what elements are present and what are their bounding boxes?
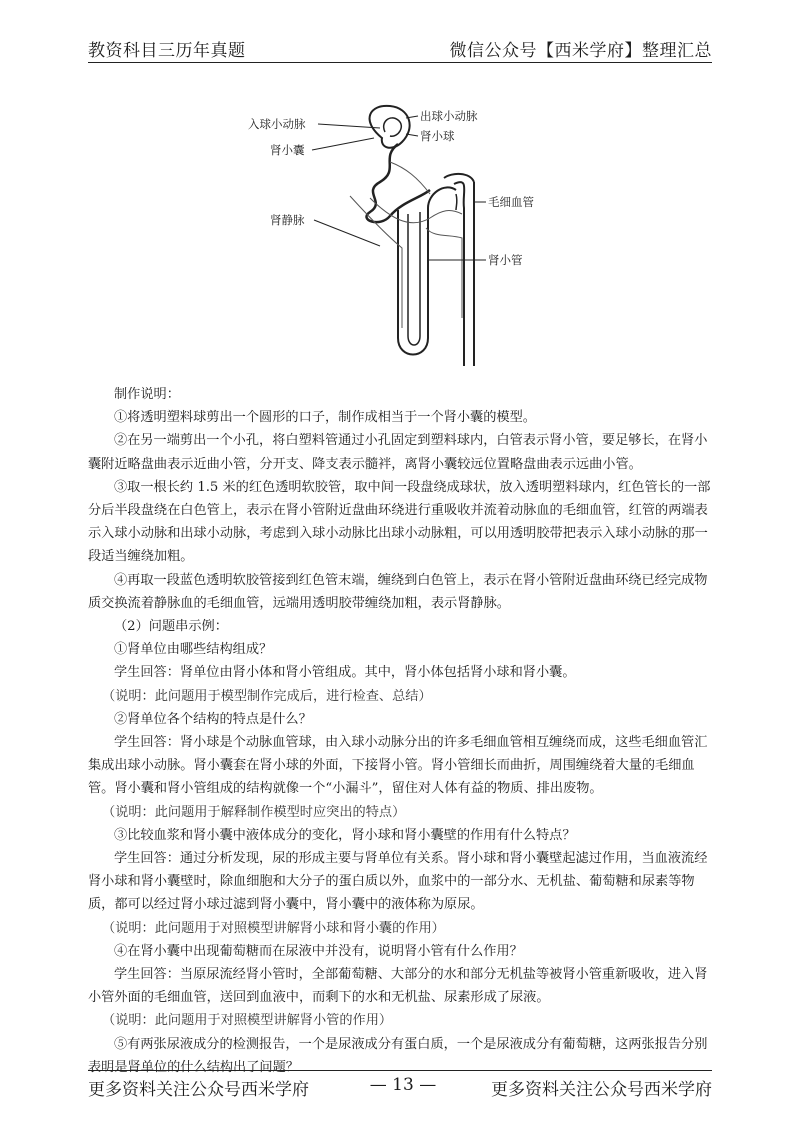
nephron-svg	[230, 98, 590, 370]
footer-left: 更多资料关注公众号西米学府	[88, 1080, 309, 1100]
label-tubule: 肾小管	[488, 253, 523, 267]
section-heading: （2）问题串示例：	[114, 619, 228, 635]
distal-tubule	[456, 194, 457, 210]
answer: 学生回答：肾单位由肾小体和肾小管组成。其中，肾小体包括肾小球和肾小囊。	[114, 665, 576, 681]
answer: 学生回答：肾小球是个动脉血管球，由入球小动脉分出的许多毛细血管相互缠绕而成，这些毛细血管汇集成出球小动脉。肾小囊套在肾小球的外面，下接肾小管。肾小管细长而曲折，周围缠绕着大量的毛细血管。肾小囊和肾小管组成的结构就像一个“小漏斗”，留住对人体有益的物质、排出废物。	[88, 735, 708, 797]
header-left: 教资科目三历年真题	[88, 41, 246, 61]
label-renal-vein: 肾静脉	[270, 213, 305, 227]
page-footer	[88, 1070, 712, 1105]
page-header	[88, 34, 712, 63]
capillary-line-3	[426, 228, 462, 318]
capillary-line-1	[370, 198, 462, 223]
capillary-line-4	[390, 162, 430, 194]
note: （说明：此问题用于对照模型讲解肾小管的作用）	[102, 1013, 393, 1029]
question: ④在肾小囊中出现葡萄糖而在尿液中并没有，说明肾小管有什么作用？	[114, 943, 523, 959]
main-content	[88, 383, 716, 1079]
capsule-outline	[370, 106, 410, 148]
glomerulus-shape	[384, 118, 402, 136]
note: （说明：此问题用于解释制作模型时应突出的特点）	[102, 804, 406, 820]
note: （说明：此问题用于对照模型讲解肾小球和肾小囊的作用）	[102, 920, 445, 936]
label-efferent-arteriole: 出球小动脉	[420, 109, 478, 123]
footer-right: 更多资料关注公众号西米学府	[491, 1080, 712, 1100]
capillary-line-2	[350, 196, 402, 328]
loop-of-henle-outer	[398, 187, 456, 354]
answer: 学生回答：当原尿流经肾小管时，全部葡萄糖、大部分的水和部分无机盐等被肾小管重新吸收，进入肾小管外面的毛细血管，送回到血液中，而剩下的水和无机盐、尿素形成了尿液。	[88, 967, 708, 1006]
question: ①肾单位由哪些结构组成？	[114, 642, 273, 658]
section-heading: 制作说明：	[114, 387, 180, 402]
paragraph: ①将透明塑料球剪出一个圆形的口子，制作成相当于一个肾小囊的模型。	[114, 410, 536, 426]
paragraph: ③取一根长约 1.5 米的红色透明软胶管，取中间一段盘绕成球状，放入透明塑料球内，红色管长的一部分后半段盘绕在白色管上，表示在肾小管附近盘曲环绕进行重吸收并流着动脉血的毛细血管，红管的两端表示入球小动脉和出球小动脉，考虑到入球小动脉比出球小动脉粗，可以用透明胶带把表示入球小动脉的那一段适当缠绕加粗。	[88, 479, 711, 565]
question: ②肾单位各个结构的特点是什么？	[114, 711, 312, 727]
label-capillary: 毛细血管	[488, 195, 534, 209]
leader-vein	[314, 220, 380, 246]
answer: 学生回答：通过分析发现，尿的形成主要与肾单位有关系。肾小球和肾小囊壁起滤过作用，当血液流经肾小球和肾小囊壁时，除血细胞和大分子的蛋白质以外，血浆中的一部分水、无机盐、葡萄糖和尿素等物质，都可以经过肾小球过滤到肾小囊中，肾小囊中的液体称为原尿。	[88, 851, 708, 913]
nephron-diagram	[230, 98, 590, 370]
paragraph: ④再取一段蓝色透明软胶管接到红色管末端，缠绕到白色管上，表示在肾小管附近盘曲环绕已经完成物质交换流着静脉血的毛细血管，远端用透明胶带缠绕加粗，表示肾静脉。	[88, 572, 708, 611]
header-right: 微信公众号【西米学府】整理汇总	[449, 41, 712, 61]
leader-capsule	[312, 138, 374, 150]
question: ③比较血浆和肾小囊中液体成分的变化，肾小球和肾小囊壁的作用有什么特点？	[114, 827, 576, 843]
question: ⑤有两张尿液成分的检测报告，一个是尿液成分有蛋白质，一个是尿液成分有葡萄糖，这两张报告分别表明是肾单位的什么结构出了问题？	[88, 1036, 708, 1075]
duct-top	[444, 174, 474, 182]
loop-of-henle-inner	[408, 212, 420, 345]
label-glomerulus: 肾小球	[420, 129, 455, 143]
label-capsule: 肾小囊	[270, 143, 305, 157]
page-number: — 13 —	[369, 1075, 437, 1095]
paragraph: ②在另一端剪出一个小孔，将白塑料管通过小孔固定到塑料球内，白管表示肾小管，要足够长，在肾小囊附近略盘曲表示近曲小管，分开支、降支表示髓袢，离肾小囊较远位置略盘曲表示远曲小管。	[88, 433, 708, 472]
note: （说明：此问题用于模型制作完成后，进行检查、总结）	[102, 688, 432, 704]
label-afferent-arteriole: 入球小动脉	[248, 117, 306, 131]
